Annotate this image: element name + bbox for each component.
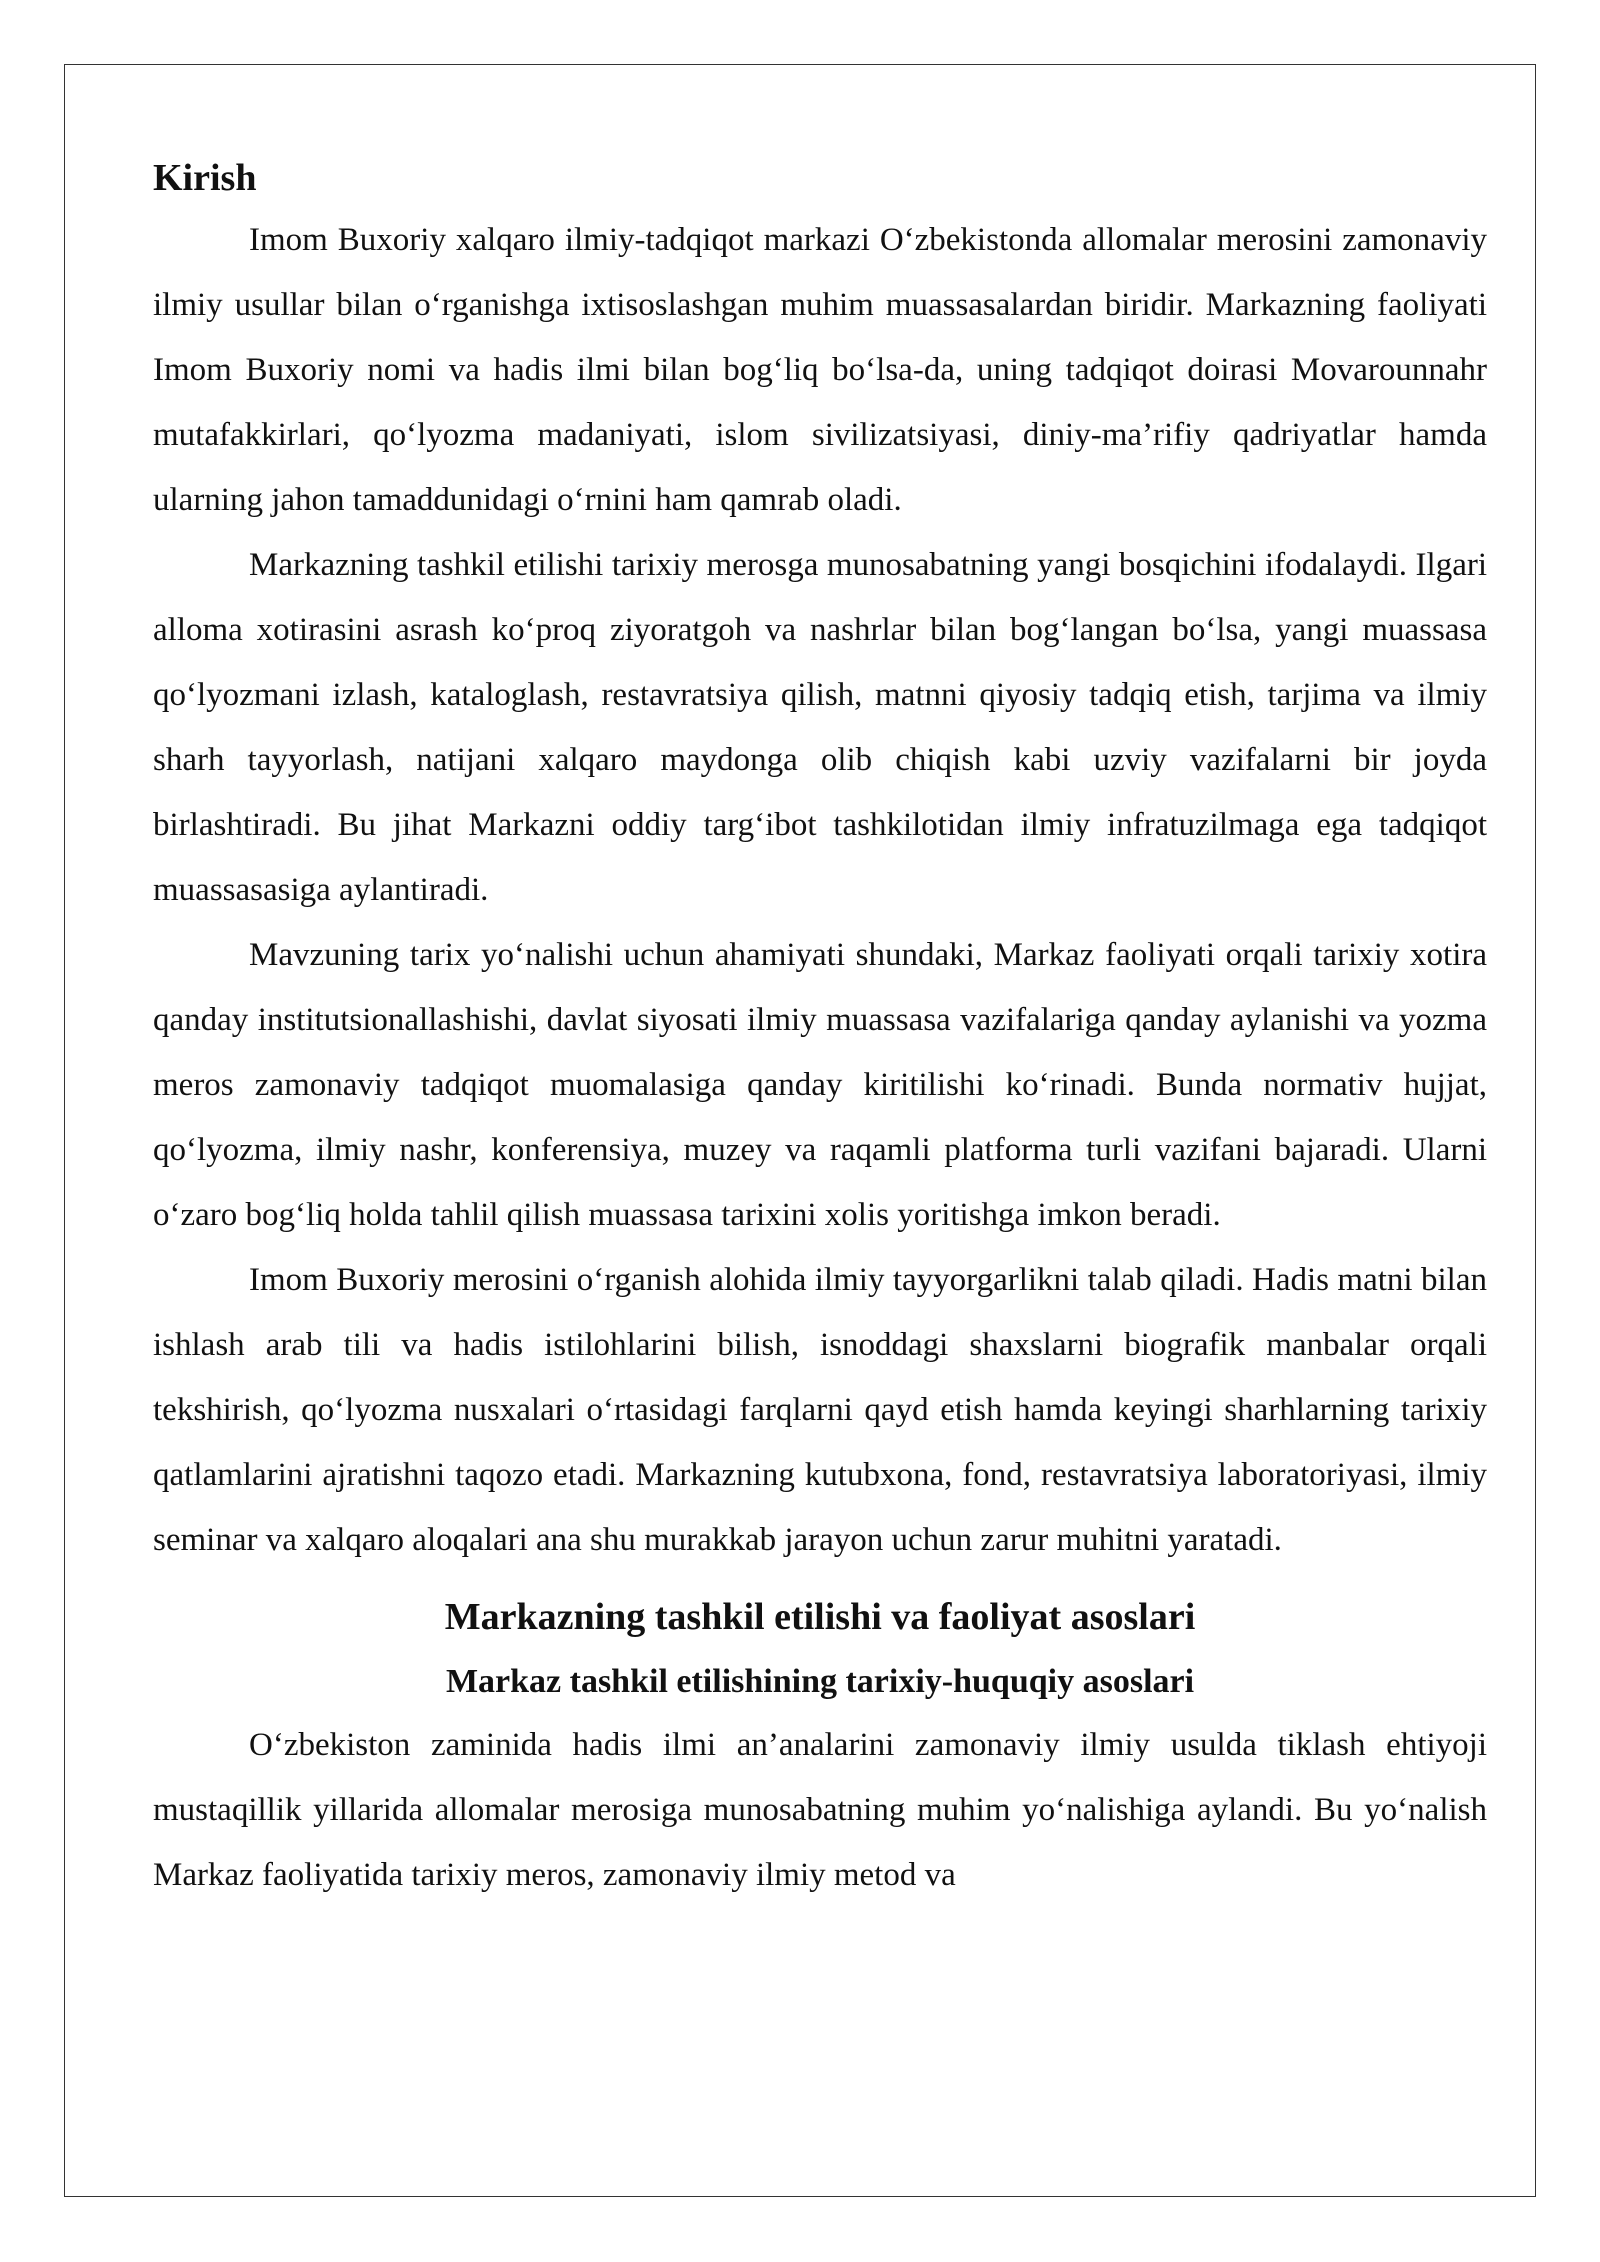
intro-paragraph-2: Markazning tashkil etilishi tarixiy merosga munosabatning yangi bosqichini ifodalaydi. Ilgari alloma xotirasini asrash ko‘proq ziyoratgoh va nashrlar bilan bog‘langan bo‘lsa, yangi muassasa qo‘lyozmani izlash, kataloglash, restavratsiya qilish, matnni qiyosiy tadqiq etish, tarjima va ilmiy sharh tayyorlash, natijani xalqaro maydonga olib chiqish kabi uzviy vazifalarni bir joyda birlashtiradi. Bu jihat Markazni oddiy targ‘ibot tashkilotidan ilmiy infratuzilmaga ega tadqiqot muassasasiga aylantiradi.	[153, 547, 1487, 908]
intro-paragraph-4: Imom Buxoriy merosini o‘rganish alohida ilmiy tayyorgarlikni talab qiladi. Hadis matni bilan ishlash arab tili va hadis istilohlarini bilish, isnoddagi shaxslarni biografik manbalar orqali tekshirish, qo‘lyozma nusxalari o‘rtasidagi farqlarni qayd etish hamda keyingi sharhlarning tarixiy qatlamlarini ajratishni taqozo etadi. Markazning kutubxona, fond, restavratsiya laboratoriyasi, ilmiy seminar va xalqaro aloqalari ana shu murakkab jarayon uchun zarur muhitni yaratadi.	[153, 1262, 1487, 1558]
intro-paragraph-1: Imom Buxoriy xalqaro ilmiy-tadqiqot markazi O‘zbekistonda allomalar merosini zamonaviy ilmiy usullar bilan o‘rganishga ixtisoslashgan muhim muassasalardan biridir. Markazning faoliyati Imom Buxoriy nomi va hadis ilmi bilan bog‘liq bo‘lsa-da, uning tadqiqot doirasi Movarounnahr mutafakkirlari, qo‘lyozma madaniyati, islom sivilizatsiyasi, diniy-ma’rifiy qadriyatlar hamda ularning jahon tamaddunidagi o‘rnini ham qamrab oladi.	[153, 222, 1487, 518]
section-title: Markazning tashkil etilishi va faoliyat asoslari	[444, 1596, 1196, 1638]
intro-paragraph-3: Mavzuning tarix yo‘nalishi uchun ahamiyati shundaki, Markaz faoliyati orqali tarixiy xotira qanday institutsionallashishi, davlat siyosati ilmiy muassasa vazifalariga qanday aylanishi va yozma meros zamonaviy tadqiqot muomalasiga qanday kiritilishi ko‘rinadi. Bunda normativ hujjat, qo‘lyozma, ilmiy nashr, konferensiya, muzey va raqamli platforma turli vazifani bajaradi. Ularni o‘zaro bog‘liq holda tahlil qilish muassasa tarixini xolis yoritishga imkon beradi.	[153, 937, 1487, 1233]
subsection-title: Markaz tashkil etilishining tarixiy-huquqiy asoslari	[445, 1663, 1195, 1700]
intro-heading: Kirish	[153, 157, 257, 199]
document-body	[153, 150, 1487, 1908]
section-paragraph-1: O‘zbekiston zaminida hadis ilmi an’analarini zamonaviy ilmiy usulda tiklash ehtiyoji mustaqillik yillarida allomalar merosiga munosabatning muhim yo‘nalishiga aylandi. Bu yo‘nalish Markaz faoliyatida tarixiy meros, zamonaviy ilmiy metod va	[153, 1727, 1487, 1893]
